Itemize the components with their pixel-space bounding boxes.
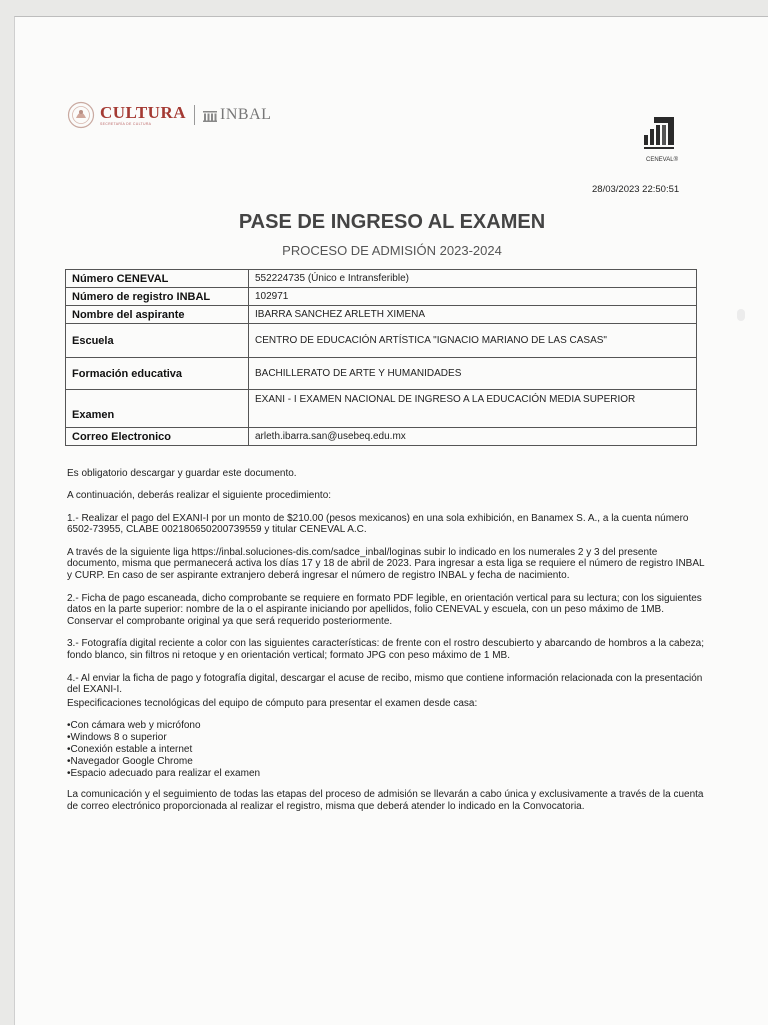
- row-label: Formación educativa: [66, 358, 249, 390]
- list-item: •Navegador Google Chrome: [67, 755, 193, 767]
- paragraph: 4.- Al enviar la ficha de pago y fotografía digital, descargar el acuse de recibo, mismo que contiene información relacionada con la presentación del EXANI-I.: [67, 672, 703, 696]
- table-row: [66, 324, 697, 358]
- document-page: [14, 16, 768, 1025]
- list-item: •Con cámara web y micrófono: [67, 720, 201, 732]
- paragraph: 2.- Ficha de pago escaneada, dicho comprobante se requiere en formato PDF legible, en orientación vertical para su lectura; con los siguientes datos en la parte superior: nombre de la o el aspirante iniciando por apellidos, folio CENEVAL y escuela, con un peso máximo de 1MB. Conservar el comprobante original ya que será requerido posteriormente.: [67, 592, 702, 628]
- timestamp: 28/03/2023 22:50:51: [592, 184, 680, 195]
- row-value: 102971: [249, 288, 697, 306]
- header-logos: [67, 101, 271, 129]
- list-item: •Windows 8 o superior: [67, 732, 167, 744]
- list-item: •Conexión estable a internet: [67, 744, 193, 756]
- requirements-list: [67, 720, 711, 779]
- paragraph: A través de la siguiente liga https://inbal.soluciones-dis.com/sadce_inbal/loginas subir lo indicado en los numerales 2 y 3 del presente documento, misma que permanecerá activa los días 17 y 18 de abril de 2023. Para ingresar a esta liga se requiere el número de registro INBAL y CURP. En caso de ser aspirante extranjero deberá ingresar el número de registro INBAL y fecha de nacimiento.: [67, 546, 705, 582]
- row-value: arleth.ibarra.san@usebeq.edu.mx: [249, 428, 697, 446]
- row-value: BACHILLERATO DE ARTE Y HUMANIDADES: [249, 358, 697, 390]
- paragraph: 1.- Realizar el pago del EXANI-I por un monto de $210.00 (pesos mexicanos) en una sola exhibición, en Banamex S. A., a la cuenta número 6502-73955, CLABE 002180650200739559 y titular CENEVAL A.C.: [67, 512, 689, 536]
- paragraph: 3.- Fotografía digital reciente a color con las siguientes características: de frente con el rostro descubierto y abarcando de hombros a la cabeza; fondo blanco, sin filtros ni retoque y en orientación vertical; formato JPG con peso máximo de 1 MB.: [67, 638, 705, 662]
- paragraph: Es obligatorio descargar y guardar este documento.: [67, 468, 297, 479]
- paragraph: La comunicación y el seguimiento de todas las etapas del proceso de admisión se llevarán a cabo única y exclusivamente a través de la cuenta de correo electrónico proporcionada al realizar el registro, misma que deberá atender lo indicado en la Convocatoria.: [67, 789, 704, 813]
- list-item: •Espacio adecuado para realizar el examen: [67, 767, 261, 779]
- row-value: CENTRO DE EDUCACIÓN ARTÍSTICA "IGNACIO MARIANO DE LAS CASAS": [249, 324, 697, 358]
- scan-mark: [737, 309, 745, 321]
- table-row: [66, 306, 697, 324]
- table-row: [66, 358, 697, 390]
- ceneval-mark-icon: [642, 115, 682, 155]
- row-value: IBARRA SANCHEZ ARLETH XIMENA: [249, 306, 697, 324]
- row-label: Correo Electronico: [66, 428, 249, 446]
- row-label: Escuela: [66, 324, 249, 358]
- inbal-logo-text: INBAL: [220, 106, 272, 123]
- row-label: Nombre del aspirante: [66, 306, 249, 324]
- ceneval-logo: [639, 115, 685, 163]
- table-row: [66, 270, 697, 288]
- applicant-info-table: [65, 269, 697, 446]
- mexico-seal-icon: [67, 101, 95, 129]
- table-row: [66, 390, 697, 428]
- cultura-logo-subtitle: SECRETARÍA DE CULTURA: [100, 122, 152, 126]
- document-subtitle: PROCESO DE ADMISIÓN 2023-2024: [282, 243, 502, 258]
- inbal-logo: [203, 106, 271, 124]
- row-label: Examen: [66, 390, 249, 428]
- inbal-building-icon: [203, 109, 217, 122]
- instructions: [67, 468, 711, 824]
- document-title: PASE DE INGRESO AL EXAMEN: [238, 211, 546, 233]
- cultura-logo: [100, 104, 186, 126]
- row-label: Número CENEVAL: [66, 270, 249, 288]
- table-row: [66, 428, 697, 446]
- row-value: EXANI - I EXAMEN NACIONAL DE INGRESO A LA EDUCACIÓN MEDIA SUPERIOR: [249, 390, 697, 428]
- paragraph: Especificaciones tecnológicas del equipo de cómputo para presentar el examen desde casa:: [67, 698, 478, 710]
- paragraph: A continuación, deberás realizar el siguiente procedimiento:: [67, 490, 332, 502]
- logo-divider: [194, 105, 195, 125]
- row-value: 552224735 (Único e Intransferible): [249, 270, 697, 288]
- row-label: Número de registro INBAL: [66, 288, 249, 306]
- table-row: [66, 288, 697, 306]
- cultura-logo-text: CULTURA: [100, 103, 187, 122]
- ceneval-logo-text: CENEVAL®: [646, 157, 678, 163]
